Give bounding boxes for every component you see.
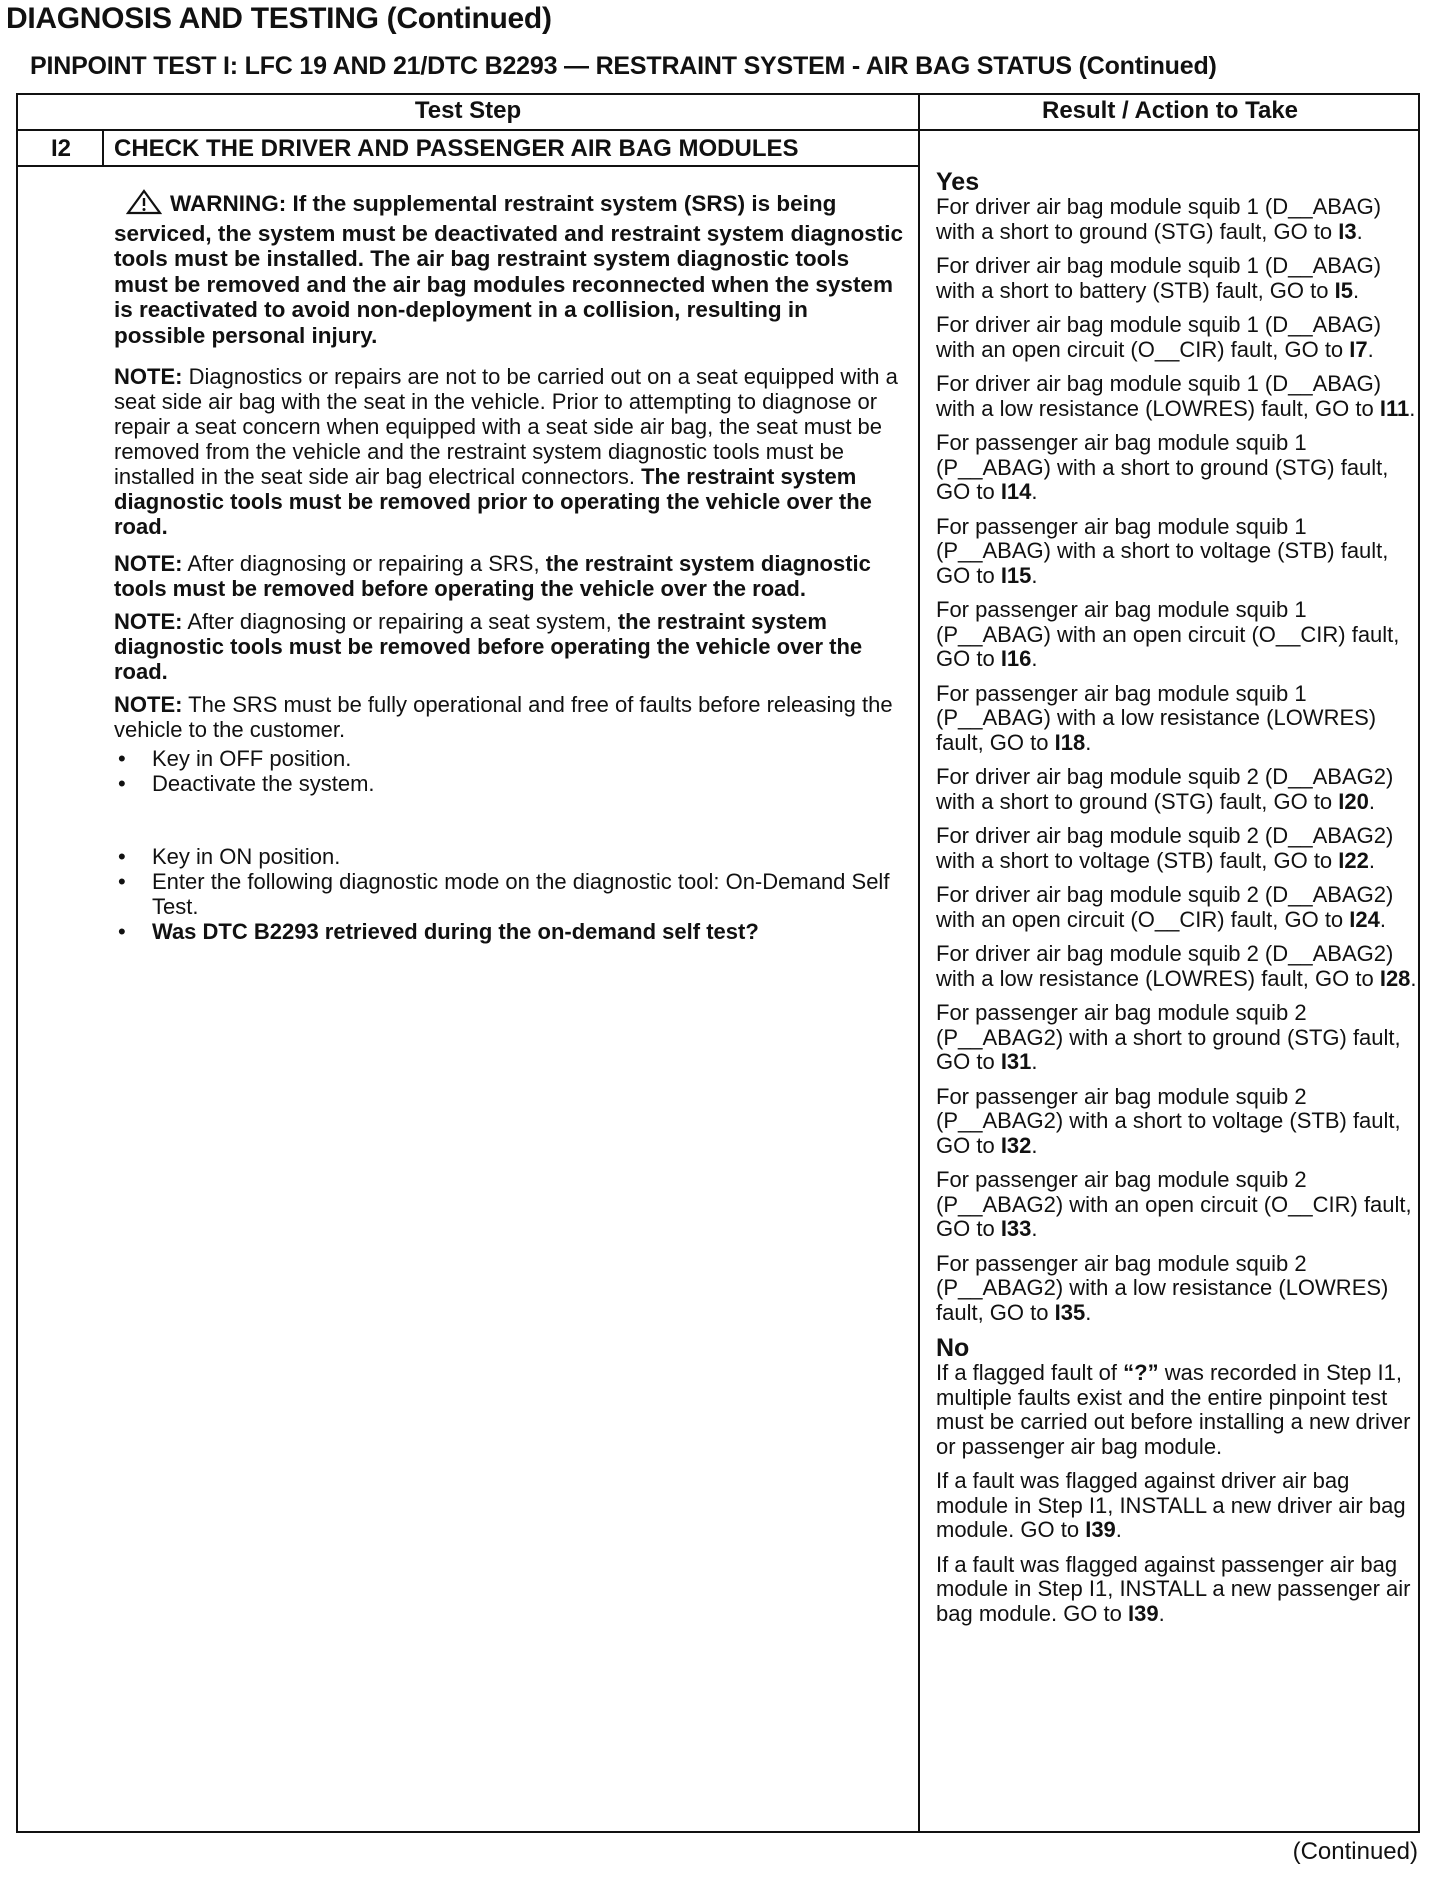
- list-item: • Key in ON position.: [114, 844, 904, 869]
- column-header-test-step: Test Step: [414, 97, 522, 124]
- continued-label: (Continued): [1292, 1838, 1418, 1865]
- note-text: Diagnostics or repairs are not to be carried out on a seat equipped with a seat side air bag with the seat in the vehicle. Prior to attempting to diagnose or repair a seat concern when equipped with a seat side air bag, the seat must be removed from the vehicle and the restraint system diagnostic tools must be installed in the seat side air bag electrical connectors.: [114, 364, 898, 489]
- goto-step: I3: [1338, 218, 1357, 244]
- note-emphasis: the restraint system diagnostic tools must be removed before operating the vehicle over the road.: [114, 551, 871, 601]
- column-divider: [918, 95, 920, 1831]
- no-result-item: If a fault was flagged against passenger air bag module in Step I1, INSTALL a new passenger air bag module. GO to I39.: [936, 1551, 1411, 1626]
- goto-step: I18: [1054, 729, 1086, 755]
- yes-result-item: For driver air bag module squib 1 (D__ABAG) with a short to ground (STG) fault, GO to I3.: [936, 194, 1382, 244]
- test-step-content: [114, 189, 904, 944]
- pinpoint-test-title: PINPOINT TEST I: LFC 19 AND 21/DTC B2293 — RESTRAINT SYSTEM - AIR BAG STATUS (Continued): [30, 52, 1217, 80]
- warning-triangle-icon: [126, 189, 162, 221]
- step-title: CHECK THE DRIVER AND PASSENGER AIR BAG MODULES: [114, 135, 799, 162]
- goto-step: I20: [1338, 788, 1369, 814]
- list-item: • Enter the following diagnostic mode on the diagnostic tool: On-Demand Self Test.: [114, 869, 904, 919]
- warning-paragraph: [114, 189, 904, 348]
- no-result-item: If a flagged fault of “?” was recorded in Step I1, multiple faults exist and the entire pinpoint test must be carried out before installing a new driver or passenger air bag module.: [936, 1360, 1411, 1459]
- list-item-question: • Was DTC B2293 retrieved during the on-demand self test?: [114, 919, 904, 944]
- goto-step: I7: [1349, 336, 1368, 362]
- note-text: After diagnosing or repairing a seat system,: [187, 609, 612, 634]
- yes-result-item: For driver air bag module squib 2 (D__ABAG2) with a short to voltage (STB) fault, GO to I22.: [936, 823, 1394, 873]
- yes-label: Yes: [936, 168, 980, 196]
- note-3: [114, 609, 904, 684]
- yes-result-item: For passenger air bag module squib 2 (P__ABAG2) with a short to ground (STG) fault, GO to I31.: [936, 1000, 1401, 1074]
- note-label: NOTE:: [114, 364, 183, 389]
- goto-step: I14: [1000, 479, 1032, 504]
- yes-result-item: For passenger air bag module squib 2 (P__ABAG2) with a low resistance (LOWRES) fault, GO to I35.: [936, 1250, 1389, 1325]
- note-4: [114, 692, 904, 742]
- goto-step: I16: [1000, 646, 1032, 671]
- yes-result-item: For driver air bag module squib 2 (D__ABAG2) with a low resistance (LOWRES) fault, GO to I28.: [936, 941, 1417, 991]
- column-header-result: Result / Action to Take: [1041, 97, 1299, 124]
- note-label: NOTE:: [114, 551, 183, 576]
- no-label: No: [936, 1334, 970, 1362]
- warning-text: WARNING: If the supplemental restraint system (SRS) is being serviced, the system must be deactivated and restraint system diagnostic tools must be installed. The air bag restraint system diagnostic tools must be removed and the air bag modules reconnected when the system is reactivated to avoid non-deployment in a collision, resulting in possible personal injury.: [114, 191, 904, 348]
- goto-step: I11: [1379, 395, 1410, 421]
- yes-result-list: [936, 195, 1420, 1325]
- note-emphasis: The restraint system diagnostic tools must be removed prior to operating the vehicle over the road.: [114, 464, 872, 539]
- page-title: DIAGNOSIS AND TESTING (Continued): [6, 2, 552, 35]
- list-item: • Key in OFF position.: [114, 746, 904, 771]
- note-label: NOTE:: [114, 609, 183, 634]
- goto-step: I15: [1000, 562, 1032, 588]
- no-result-item: If a fault was flagged against driver air bag module in Step I1, INSTALL a new driver air bag module. GO to I39.: [936, 1468, 1406, 1542]
- note-2: [114, 551, 904, 601]
- header-row-divider: [18, 129, 1418, 131]
- yes-result-item: For driver air bag module squib 1 (D__ABAG) with a low resistance (LOWRES) fault, GO to I11.: [936, 371, 1416, 421]
- yes-result-item: For driver air bag module squib 2 (D__ABAG2) with an open circuit (O__CIR) fault, GO to I24.: [936, 882, 1394, 932]
- goto-step: I5: [1334, 277, 1353, 303]
- instruction-list-b: [114, 844, 904, 944]
- yes-result-item: For driver air bag module squib 1 (D__ABAG) with a short to battery (STB) fault, GO to I5.: [936, 253, 1382, 303]
- yes-result-item: For passenger air bag module squib 1 (P__ABAG) with a short to voltage (STB) fault, GO to I15.: [936, 513, 1389, 588]
- yes-result-item: For passenger air bag module squib 1 (P__ABAG) with a low resistance (LOWRES) fault, GO to I18.: [936, 680, 1377, 755]
- goto-step: I39: [1128, 1600, 1159, 1626]
- note-text: The SRS must be fully operational and free of faults before releasing the vehicle to the customer.: [114, 692, 893, 742]
- yes-result-item: For passenger air bag module squib 1 (P__ABAG) with an open circuit (O__CIR) fault, GO to I16.: [936, 597, 1400, 671]
- yes-result-item: For driver air bag module squib 1 (D__ABAG) with an open circuit (O__CIR) fault, GO to I7.: [936, 312, 1382, 362]
- goto-step: I39: [1085, 1517, 1116, 1542]
- goto-step: I31: [1000, 1049, 1032, 1074]
- note-label: NOTE:: [114, 692, 183, 717]
- note-emphasis: the restraint system diagnostic tools must be removed before operating the vehicle over the road.: [114, 609, 863, 684]
- goto-step: I32: [1000, 1132, 1032, 1158]
- yes-result-item: For driver air bag module squib 2 (D__ABAG2) with a short to ground (STG) fault, GO to I20.: [936, 764, 1394, 814]
- goto-step: I33: [1000, 1216, 1032, 1241]
- goto-step: I28: [1379, 965, 1411, 991]
- goto-step: I22: [1338, 847, 1369, 873]
- pinpoint-test-table: [16, 93, 1420, 1833]
- goto-step: I35: [1054, 1299, 1086, 1325]
- yes-result-item: For passenger air bag module squib 1 (P__ABAG) with a short to ground (STG) fault, GO to I14.: [936, 430, 1389, 504]
- list-item: • Deactivate the system.: [114, 771, 904, 796]
- instruction-list-a: [114, 746, 904, 796]
- step-id: I2: [50, 135, 71, 162]
- note-text: After diagnosing or repairing a SRS,: [187, 551, 540, 576]
- step-row-divider: [18, 165, 918, 167]
- note-1: [114, 364, 904, 539]
- goto-step: I24: [1349, 906, 1380, 932]
- result-action-content: [936, 167, 1420, 1636]
- yes-result-item: For passenger air bag module squib 2 (P__ABAG2) with a short to voltage (STB) fault, GO to I32.: [936, 1083, 1401, 1158]
- yes-result-item: For passenger air bag module squib 2 (P__ABAG2) with an open circuit (O__CIR) fault, GO to I33.: [936, 1167, 1412, 1241]
